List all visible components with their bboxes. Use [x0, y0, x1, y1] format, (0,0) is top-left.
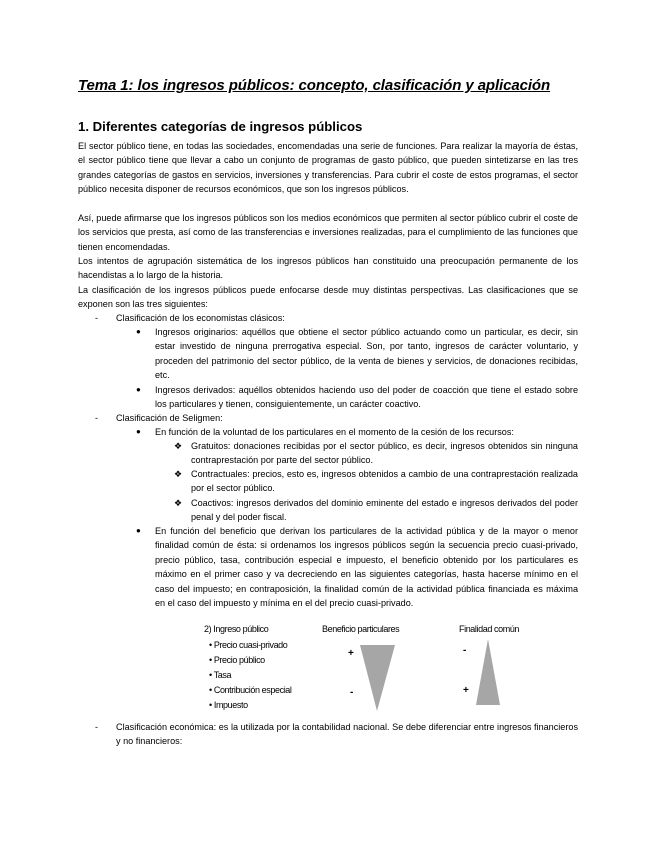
dash-marker: -	[95, 413, 99, 423]
paragraph-definition: Así, puede afirmarse que los ingresos públicos son los medios económicos que permiten al sector público cubrir el coste de los servicios que presta, así como de las transferencias e inversiones realizadas, para el cumplimiento de las funciones que tienen encomendadas.	[78, 213, 578, 252]
page-title: Tema 1: los ingresos públicos: concepto, clasificación y aplicación	[78, 77, 551, 94]
subitem-text: Gratuitos: donaciones recibidas por el sector público, es decir, ingresos obtenidos sin ninguna contraprestación por parte del sector público.	[191, 441, 578, 466]
bullet-marker: ●	[136, 385, 141, 394]
bullet-originarios	[136, 325, 578, 383]
figure-header-finalidad: Finalidad común	[459, 624, 520, 634]
bullet-voluntad	[136, 425, 578, 439]
list-item-economica	[95, 720, 578, 749]
figure-category: • Contribución especial	[209, 685, 292, 695]
figure-header-beneficio: Beneficio particulares	[322, 624, 400, 634]
paragraph-perspectives: La clasificación de los ingresos públicos puede enfocarse desde muy distintas perspectivas. Las clasificaciones que se exponen son las tres siguientes:	[78, 285, 578, 310]
list-item-label: Clasificación de los economistas clásicos:	[116, 313, 285, 323]
diamond-marker: ❖	[174, 469, 183, 479]
bullet-derivados	[136, 383, 578, 412]
finalidad-top-sign: -	[463, 645, 467, 656]
list-item-seligmen	[95, 411, 578, 425]
diamond-marker: ❖	[174, 441, 183, 451]
bullet-text: En función del beneficio que derivan los particulares de la actividad pública y de la mayor o menor finalidad común de ésta: si ordenamos los ingresos públicos según la secuencia precio cuasi-privado, precio público, tasa, contribución especial e impuesto, el beneficio obtenido por los particulares es máximo en el primer caso y va decreciendo en las siguientes categorías, hasta hacerse mínimo en el caso del impuesto; en contraposición, la finalidad común de la actividad pública financiada es máxima en el caso del impuesto y mínima en el del precio cuasi-privado.	[155, 526, 578, 609]
bullet-text: En función de la voluntad de los particulares en el momento de la cesión de los recursos:	[155, 427, 514, 437]
paragraph-intro: El sector público tiene, en todas las sociedades, encomendadas una serie de funciones. Para realizar la mayoría de éstas, el sector público tiene que llevar a cabo un conjunto de programas de gasto público, que pueden sintetizarse en las tres grandes categorías de gastos en servicios, inversiones y transferencias. Para cubrir el coste de estos programas, el sector público necesita disponer de recursos económicos, que son los ingresos públicos.	[78, 141, 578, 195]
bullet-marker: ●	[136, 427, 141, 436]
figure-header-ingreso: 2) Ingreso público	[204, 624, 269, 634]
bullet-beneficio	[136, 524, 578, 610]
subitem-gratuitos	[174, 439, 578, 468]
subitem-text: Contractuales: precios, esto es, ingresos obtenidos a cambio de una contraprestación realizada por el sector público.	[191, 469, 578, 494]
subitem-coactivos	[174, 496, 578, 525]
dash-marker: -	[95, 313, 99, 323]
bullet-marker: ●	[136, 327, 141, 336]
beneficio-bottom-sign: -	[350, 687, 354, 698]
paragraph-history: Los intentos de agrupación sistemática de los ingresos públicos han constituido una preocupación permanente de los hacendistas a lo largo de la historia.	[78, 256, 578, 281]
beneficio-top-sign: +	[348, 648, 354, 659]
section-heading: 1. Diferentes categorías de ingresos públicos	[78, 119, 363, 134]
figure-category: • Precio público	[209, 655, 265, 665]
list-item-label: Clasificación de Seligmen:	[116, 413, 223, 423]
list-item-classic	[95, 311, 578, 325]
bullet-text: Ingresos originarios: aquéllos que obtiene el sector público actuando como un particular, es decir, sin estar investido de ninguna prerrogativa especial. Son, por tanto, ingresos de carácter voluntario, y proceden del patrimonio del sector público, de la venta de bienes y servicios, de donaciones recibidas, etc.	[155, 327, 578, 381]
list-item-label: Clasificación económica: es la utilizada por la contabilidad nacional. Se debe diferenciar entre ingresos financieros y no financieros:	[116, 722, 578, 747]
ingreso-publico-figure	[200, 623, 540, 715]
subitem-text: Coactivos: ingresos derivados del dominio eminente del estado e ingresos derivados del poder penal y del poder fiscal.	[191, 498, 578, 523]
dash-marker: -	[95, 722, 99, 732]
beneficio-decreasing-triangle	[360, 645, 395, 711]
finalidad-bottom-sign: +	[463, 685, 469, 696]
diamond-marker: ❖	[174, 498, 183, 508]
bullet-marker: ●	[136, 526, 141, 535]
bullet-text: Ingresos derivados: aquéllos obtenidos haciendo uso del poder de coacción que tiene el estado sobre los particulares y tienen, consiguientemente, un carácter coactivo.	[155, 385, 578, 410]
subitem-contractuales	[174, 467, 578, 496]
figure-category: • Precio cuasi-privado	[209, 640, 288, 650]
figure-triangles	[200, 623, 540, 715]
figure-category: • Impuesto	[209, 700, 248, 710]
figure-category: • Tasa	[209, 670, 232, 680]
finalidad-increasing-triangle	[476, 639, 500, 705]
